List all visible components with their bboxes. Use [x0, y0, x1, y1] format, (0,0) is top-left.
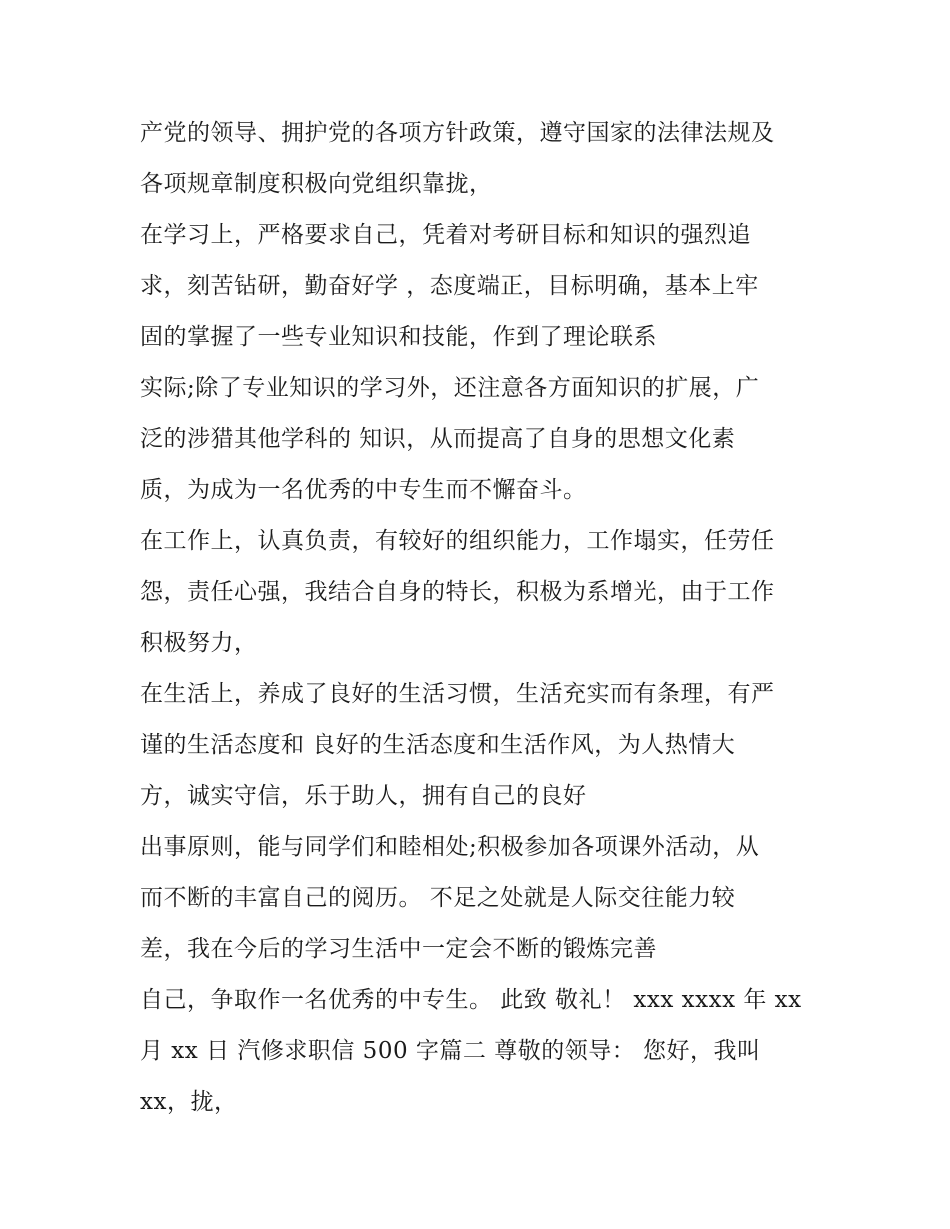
text-line: 质，为成为一名优秀的中专生而不懈奋斗。: [140, 477, 587, 503]
text-line: 在生活上，养成了良好的生活习惯，生活充实而有条理，有严: [140, 681, 775, 707]
text-line: 出事原则，能与同学们和睦相处;积极参加各项课外活动，从: [140, 834, 760, 860]
text-line: 各项规章制度积极向党组织靠拢，: [140, 171, 493, 197]
text-line: 怨，责任心强，我结合自身的特长，积极为系增光，由于工作: [140, 579, 775, 605]
text-line: 月 xx 日 汽修求职信 500 字篇二 尊敬的领导： 您好，我叫: [140, 1038, 761, 1064]
text-line: 谨的生活态度和 良好的生活态度和生活作风，为人热情大: [140, 732, 736, 758]
text-line: 而不断的丰富自己的阅历。 不足之处就是人际交往能力较: [140, 885, 736, 911]
text-line: 在工作上，认真负责，有较好的组织能力，工作塌实，任劳任: [140, 528, 775, 554]
text-line: 积极努力，: [140, 630, 258, 656]
text-line: 实际;除了专业知识的学习外，还注意各方面知识的扩展，广: [140, 375, 760, 401]
document-body: [140, 108, 820, 1128]
text-line: 固的掌握了一些专业知识和技能，作到了理论联系: [140, 324, 657, 350]
text-line: 自己，争取作一名优秀的中专生。 此致 敬礼！ xxx xxxx 年 xx: [140, 987, 802, 1013]
text-line: 求，刻苦钻研，勤奋好学 ，态度端正，目标明确，基本上牢: [140, 273, 759, 299]
text-line: 泛的涉猎其他学科的 知识，从而提高了自身的思想文化素: [140, 426, 736, 452]
text-line: 产党的领导、拥护党的各项方针政策，遵守国家的法律法规及: [140, 120, 775, 146]
text-line: xx，拢，: [140, 1089, 238, 1115]
text-line: 在学习上，严格要求自己，凭着对考研目标和知识的强烈追: [140, 222, 751, 248]
text-line: 差，我在今后的学习生活中一定会不断的锻炼完善: [140, 936, 657, 962]
text-line: 方，诚实守信，乐于助人，拥有自己的良好: [140, 783, 587, 809]
